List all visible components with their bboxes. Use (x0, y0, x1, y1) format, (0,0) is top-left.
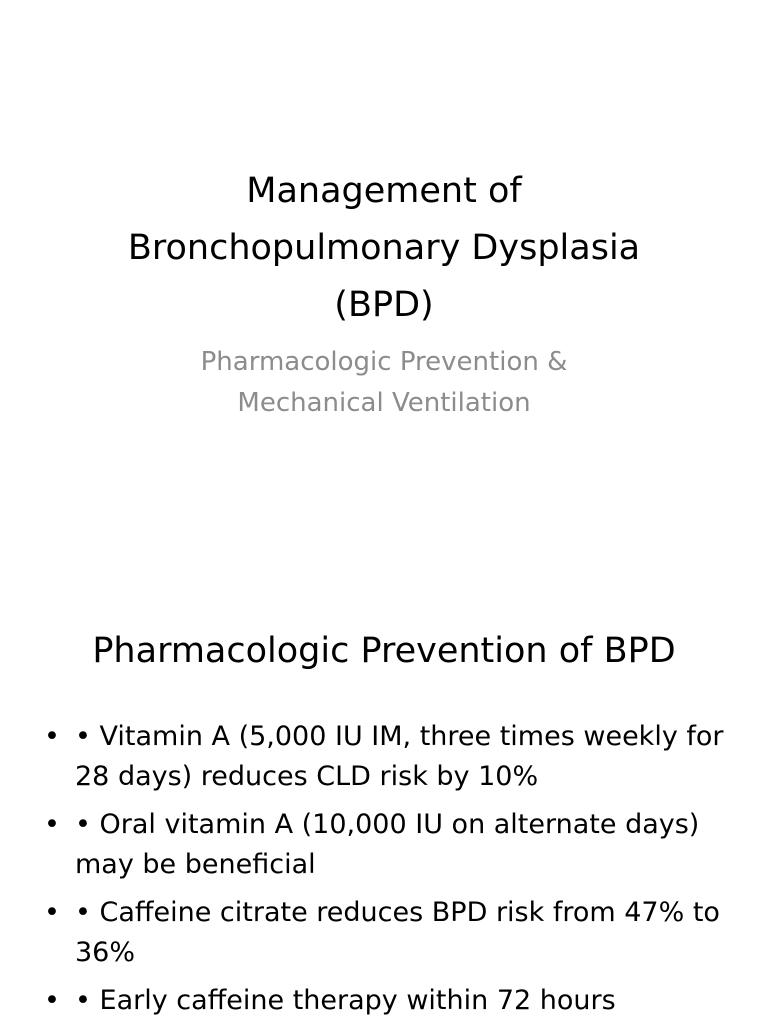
slide-subtitle (40, 342, 728, 424)
bullet-marker-icon: • (44, 897, 60, 928)
slide-title (40, 163, 728, 334)
slide-subtitle-line: Mechanical Ventilation (237, 388, 531, 418)
bullet-item (44, 893, 734, 973)
bullet-marker-icon: • (44, 985, 60, 1016)
bullet-text: • Vitamin A (5,000 IU IM, three times weekly for 28 days) reduces CLD risk by 10% (75, 721, 724, 792)
bullet-item (44, 805, 734, 885)
bullet-marker-icon: • (44, 721, 60, 752)
bullet-item (44, 717, 734, 797)
bullet-text: • Oral vitamin A (10,000 IU on alternate days) may be beneficial (75, 809, 700, 880)
bullet-text: • Early caffeine therapy within 72 hours (75, 985, 616, 1016)
slide-title-line: (BPD) (334, 285, 434, 325)
bullet-marker-icon: • (44, 809, 60, 840)
bullet-text: • Caffeine citrate reduces BPD risk from 47% to 36% (75, 897, 720, 968)
slide-title-line: Management of (246, 171, 522, 211)
slide-subtitle-line: Pharmacologic Prevention & (200, 347, 568, 377)
slide-heading: Pharmacologic Prevention of BPD (92, 631, 676, 671)
bullet-list (44, 717, 734, 1029)
content-slide (0, 576, 768, 1024)
title-block (40, 163, 728, 424)
slide-title-line: Bronchopulmonary Dysplasia (127, 228, 641, 268)
bullet-item (44, 981, 734, 1021)
